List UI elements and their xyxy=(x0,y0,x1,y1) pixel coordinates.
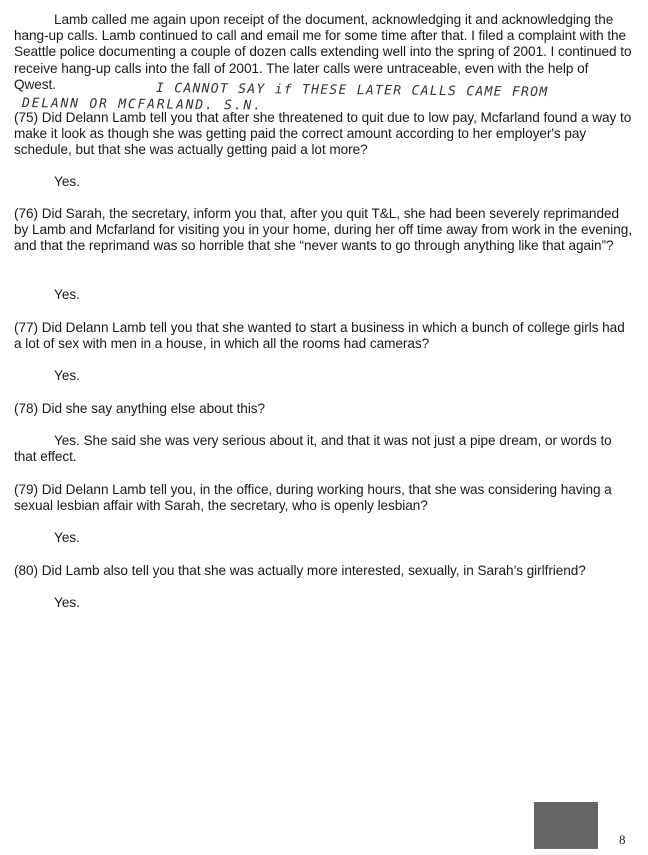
answer-75: Yes. xyxy=(54,174,80,189)
handwritten-note-line-2: DELANN OR MCFARLAND. S.N. xyxy=(21,96,263,114)
answer-76: Yes. xyxy=(54,287,80,302)
question-77: (77) Did Delann Lamb tell you that she wanted to start a business in which a bunch of college girls had a lot of sex with men in a house, in which all the rooms had cameras? xyxy=(14,320,625,352)
question-76: (76) Did Sarah, the secretary, inform you that, after you quit T&L, she had been severely reprimanded by Lamb and Mcfarland for visiting you in your home, during her off time away from work in the evening, and that the reprimand was so horrible that she “never wants to go through anything like that again”? xyxy=(14,206,632,254)
handwritten-note-line-1: I CANNOT SAY if THESE LATER CALLS CAME FROM xyxy=(155,81,549,101)
question-79: (79) Did Delann Lamb tell you, in the office, during working hours, that she was considering having a sexual lesbian affair with Sarah, the secretary, who is openly lesbian? xyxy=(14,482,612,514)
question-80: (80) Did Lamb also tell you that she was actually more interested, sexually, in Sarah’s girlfriend? xyxy=(14,563,586,578)
page-number: 8 xyxy=(619,832,626,847)
question-78: (78) Did she say anything else about this? xyxy=(14,401,266,416)
answer-80: Yes. xyxy=(54,595,80,610)
answer-77: Yes. xyxy=(54,368,80,383)
answer-79: Yes. xyxy=(54,530,80,545)
intro-paragraph: Lamb called me again upon receipt of the document, acknowledging it and acknowledging the hang-up calls. Lamb continued to call and email me for some time after that. I filed a complaint with the Seattle police documenting a couple of dozen calls extending well into the spring of 2001. I continued to receive hang-up calls into the fall of 2001. The later calls were untraceable, even with the help of Qwest. xyxy=(14,12,632,92)
redaction-box xyxy=(534,802,598,849)
answer-78: Yes. She said she was very serious about it, and that it was not just a pipe dream, or words to that effect. xyxy=(14,433,612,465)
question-75: (75) Did Delann Lamb tell you that after she threatened to quit due to low pay, Mcfarland found a way to make it look as though she was getting paid the correct amount according to her employer's pay schedule, but that she was actually getting paid a lot more? xyxy=(14,110,632,158)
